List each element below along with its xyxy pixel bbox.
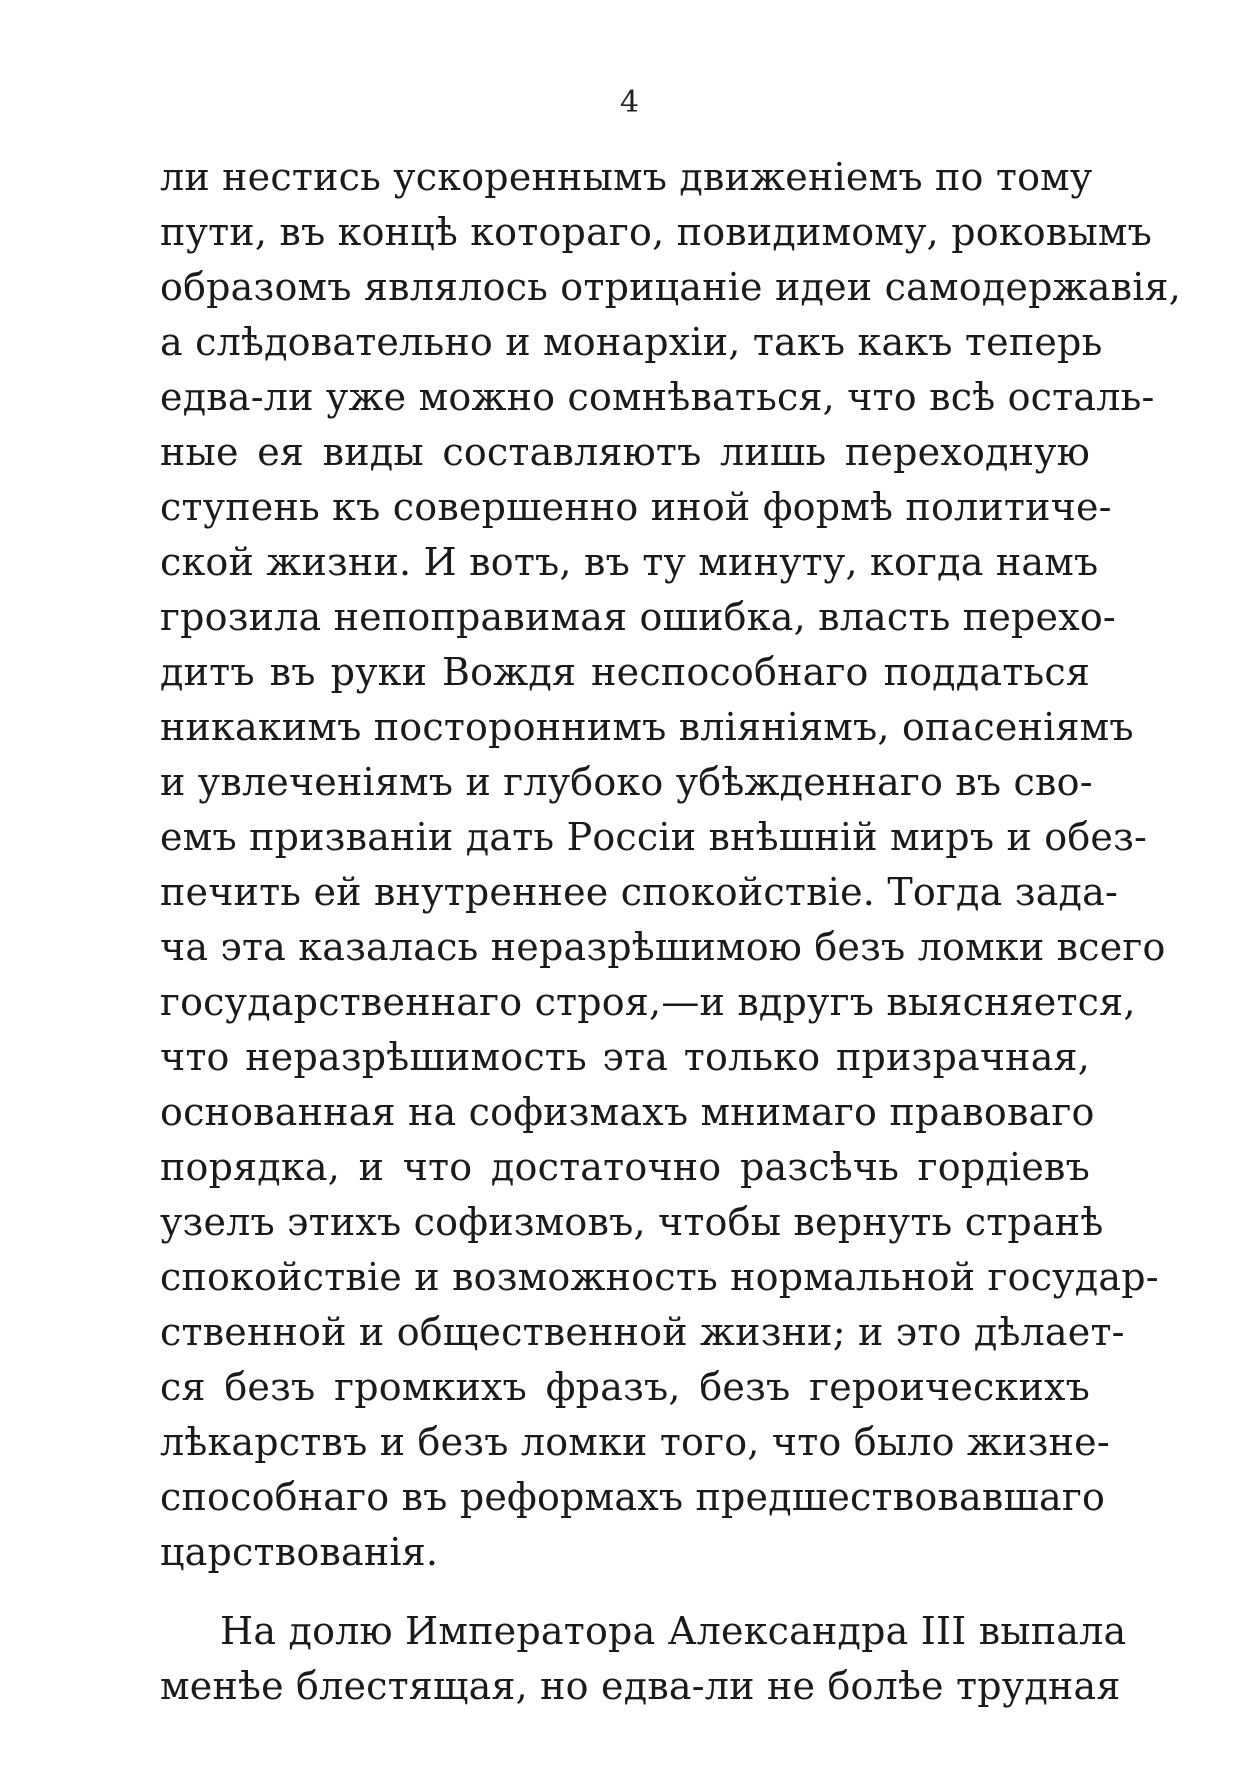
text-line: На долю Императора Александра III выпала bbox=[220, 1609, 1127, 1653]
text-line: спокойствіе и возможность нормальной госудap- bbox=[160, 1255, 1159, 1299]
text-line: ской жизни. И вотъ, въ ту минуту, когда намъ bbox=[160, 540, 1099, 584]
text-line: узелъ этихъ софизмовъ, чтобы вернуть странѣ bbox=[160, 1200, 1104, 1244]
text-line: что неразрѣшимость эта только призрачная, bbox=[160, 1035, 1090, 1079]
text-line: ли нестись ускореннымъ движеніемъ по тому bbox=[160, 155, 1093, 199]
text-line: лѣкарствъ и безъ ломки того, что было жизне- bbox=[160, 1420, 1110, 1464]
text-line: печить ей внутреннее спокойствіе. Тогда зада- bbox=[160, 870, 1119, 914]
text-line: царствованія. bbox=[160, 1530, 439, 1574]
text-line: грозила непоправимая ошибка, власть перехо- bbox=[160, 595, 1116, 639]
page-number: 4 bbox=[619, 85, 640, 120]
text-line: образомъ являлось отрицаніе идеи самодержавія, bbox=[160, 265, 1182, 309]
body-text bbox=[160, 150, 1182, 1714]
text-line: а слѣдовательно и монархіи, такъ какъ теперь bbox=[160, 320, 1103, 364]
text-line: менѣе блестящая, но едва-ли не болѣе трудная bbox=[160, 1664, 1121, 1708]
paragraph-2 bbox=[160, 1604, 1127, 1714]
text-line: никакимъ постороннимъ вліяніямъ, опасеніямъ bbox=[160, 705, 1134, 749]
text-line: ступень къ совершенно иной формѣ политиче- bbox=[160, 485, 1112, 529]
text-line: порядка, и что достаточно разсѣчь гордіевъ bbox=[160, 1145, 1090, 1189]
text-line: ся безъ громкихъ фразъ, безъ героическихъ bbox=[160, 1365, 1090, 1409]
paragraph-1 bbox=[160, 150, 1182, 1580]
text-line: дитъ въ руки Вождя неспособнаго поддаться bbox=[160, 650, 1090, 694]
paragraph-gap bbox=[160, 1580, 1090, 1604]
text-line: и увлеченіямъ и глубоко убѣжденнаго въ сво- bbox=[160, 760, 1093, 804]
text-line: ча эта казалась неразрѣшимою безъ ломки всего bbox=[160, 925, 1166, 969]
text-line: способнаго въ реформахъ предшествовавшаго bbox=[160, 1475, 1106, 1519]
text-line: пути, въ концѣ котораго, повидимому, роковымъ bbox=[160, 210, 1153, 254]
text-line: ные ея виды составляютъ лишь переходную bbox=[160, 430, 1090, 474]
text-line: емъ призваніи дать Россіи внѣшній миръ и обез- bbox=[160, 815, 1148, 859]
text-line: ственной и общественной жизни; и это дѣлает- bbox=[160, 1310, 1125, 1354]
text-line: основанная на софизмахъ мнимаго правоваго bbox=[160, 1090, 1095, 1134]
text-line: едва-ли уже можно сомнѣваться, что всѣ осталь- bbox=[160, 375, 1155, 419]
text-line: государственнаго строя,—и вдругъ выясняется, bbox=[160, 980, 1136, 1024]
